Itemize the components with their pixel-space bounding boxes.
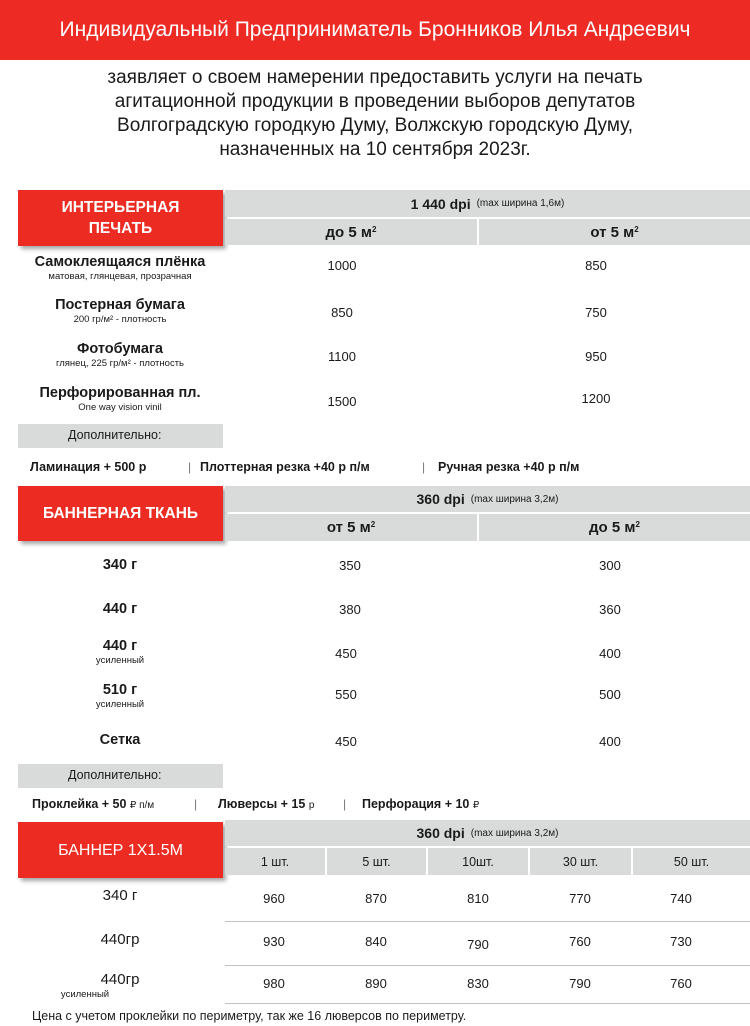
page-title-bar — [0, 0, 750, 60]
addon-grommets-unit: р — [308, 800, 315, 811]
row-name: Постерная бумага — [55, 297, 185, 313]
row-sub: усиленный — [95, 655, 145, 666]
price-cell: 350 — [339, 558, 361, 573]
addon-lamination: Ламинация + 500 р — [30, 460, 147, 474]
price-cell: 770 — [569, 891, 591, 906]
addon-perforation — [362, 797, 479, 811]
footnote: Цена с учетом проклейки по периметру, так же 16 люверсов по периметру. — [32, 1009, 467, 1023]
price-cell: 550 — [335, 687, 357, 702]
row-name: Сетка — [99, 732, 141, 748]
banner-1x15-resolution: 360 dpi — [416, 825, 465, 841]
price-cell: 930 — [263, 934, 285, 949]
price-cell: 400 — [599, 646, 621, 661]
banner-fabric-col1: от 5 м — [326, 519, 371, 536]
qty-header: 5 шт. — [327, 848, 426, 875]
addon-manual-cut: Ручная резка +40 р п/м — [438, 460, 580, 474]
row-name: 340 г — [102, 557, 138, 573]
qty-header: 1 шт. — [225, 848, 325, 875]
row-name: Фотобумага — [77, 341, 163, 357]
price-cell: 450 — [335, 646, 357, 661]
banner-1x15-row-label — [10, 887, 230, 905]
banner-1x15-resolution-note: (max ширина 3,2м) — [470, 827, 559, 839]
price-cell: 450 — [335, 734, 357, 749]
row-sub: матовая, глянцевая, прозрачная — [48, 271, 192, 282]
banner-fabric-col2: до 5 м — [589, 519, 636, 536]
price-cell: 840 — [365, 934, 387, 949]
banner-fabric-col1-header — [225, 514, 477, 541]
price-cell: 890 — [365, 976, 387, 991]
row-name: 510 г — [102, 682, 138, 698]
row-sub: усиленный — [60, 989, 110, 1000]
qty-header: 10шт. — [428, 848, 528, 875]
addon-gluing — [32, 797, 154, 811]
price-cell: 950 — [585, 349, 607, 364]
interior-col1-header — [225, 219, 477, 245]
price-cell: 730 — [670, 934, 692, 949]
price-cell: 1000 — [327, 258, 357, 273]
price-cell: 380 — [339, 602, 361, 617]
banner-fabric-extra-label: Дополнительно: — [18, 764, 223, 788]
banner-fabric-resolution: 360 dpi — [416, 491, 465, 507]
intro-line: заявляет о своем намерении предоставить услуги на печать — [107, 67, 643, 88]
banner-fabric-row-label — [10, 637, 230, 666]
page-title: Индивидуальный Предприниматель Бронников Илья Андреевич — [59, 18, 691, 41]
addon-separator: | — [188, 460, 192, 474]
interior-row-label — [10, 296, 230, 325]
banner-fabric-resolution-header — [225, 486, 750, 512]
intro-line: агитационной продукции в проведении выборов депутатов — [114, 91, 636, 112]
interior-resolution-header — [225, 190, 750, 217]
price-cell: 360 — [599, 602, 621, 617]
banner-1x15-title: БАННЕР 1Х1.5М — [58, 841, 183, 859]
price-cell: 400 — [599, 734, 621, 749]
interior-extra-label: Дополнительно: — [18, 424, 223, 448]
banner-fabric-resolution-note: (max ширина 3,2м) — [470, 493, 559, 505]
price-cell: 740 — [670, 891, 692, 906]
qty-header: 50 шт. — [633, 848, 750, 875]
sup: 2 — [370, 520, 376, 529]
row-sub: 200 гр/м² - плотность — [73, 314, 167, 325]
banner-fabric-row-label — [10, 556, 230, 574]
price-cell: 790 — [467, 937, 489, 952]
price-cell: 850 — [331, 305, 353, 320]
intro-line: назначенных на 10 сентября 2023г. — [219, 139, 531, 160]
row-name: 440гр — [100, 971, 140, 988]
price-cell: 1500 — [327, 394, 357, 409]
banner-fabric-title: БАННЕРНАЯ ТКАНЬ — [42, 505, 199, 522]
interior-col1: до 5 м — [325, 223, 372, 241]
price-cell: 790 — [569, 976, 591, 991]
price-cell: 760 — [670, 976, 692, 991]
interior-row-label — [10, 253, 230, 282]
banner-fabric-row-label — [10, 731, 230, 749]
row-name: Самоклеящаяся плёнка — [34, 254, 206, 270]
interior-col2-header — [479, 219, 750, 245]
addon-gluing-text: Проклейка + 50 — [32, 797, 127, 811]
banner-fabric-row-label — [10, 681, 230, 710]
row-divider — [225, 921, 750, 922]
price-cell: 760 — [569, 934, 591, 949]
row-name: 440гр — [100, 931, 140, 948]
banner-1x15-row-label — [10, 931, 230, 949]
qty-header: 30 шт. — [530, 848, 631, 875]
price-cell: 300 — [599, 558, 621, 573]
interior-title-line1: ИНТЕРЬЕРНАЯ — [61, 199, 180, 216]
interior-row-label — [10, 384, 230, 413]
banner-fabric-col2-header — [479, 514, 750, 541]
addon-plotter-cut: Плоттерная резка +40 р п/м — [200, 460, 370, 474]
interior-title-line2: ПЕЧАТЬ — [88, 220, 153, 237]
row-divider — [225, 965, 750, 966]
banner-1x15-row-label — [10, 971, 230, 1000]
banner-1x15-resolution-header — [225, 820, 750, 846]
addon-grommets — [218, 797, 314, 811]
row-sub: One way vision vinil — [78, 402, 162, 413]
addon-separator: | — [194, 797, 198, 811]
row-name: Перфорированная пл. — [39, 385, 201, 401]
price-cell: 850 — [585, 258, 607, 273]
addon-gluing-unit: ₽ п/м — [129, 800, 155, 811]
price-cell: 810 — [467, 891, 489, 906]
sup: 2 — [635, 520, 640, 529]
row-sub: глянец, 225 гр/м² - плотность — [55, 358, 184, 369]
row-name: 340 г — [102, 887, 138, 904]
interior-row-label — [10, 340, 230, 369]
row-sub: усиленный — [95, 699, 145, 710]
price-cell: 1100 — [328, 349, 356, 364]
price-cell: 1200 — [581, 391, 611, 406]
interior-col2: от 5 м — [590, 223, 635, 241]
addon-separator: | — [422, 460, 426, 474]
price-cell: 960 — [263, 891, 285, 906]
price-cell: 500 — [599, 687, 621, 702]
addon-separator: | — [343, 797, 347, 811]
row-divider — [225, 1003, 750, 1004]
sup: 2 — [634, 224, 639, 234]
addon-grommets-text: Люверсы + 15 — [218, 797, 306, 811]
interior-resolution: 1 440 dpi — [410, 195, 471, 212]
price-cell: 980 — [263, 976, 285, 991]
banner-1x15-section-title — [18, 822, 223, 878]
row-name: 440 г — [102, 638, 138, 654]
interior-resolution-note: (max ширина 1,6м) — [476, 198, 565, 209]
price-cell: 870 — [365, 891, 387, 906]
price-cell: 830 — [467, 976, 489, 991]
price-cell: 750 — [585, 305, 607, 320]
addon-perforation-unit: ₽ — [472, 800, 480, 811]
sup: 2 — [372, 224, 377, 234]
addon-perforation-text: Перфорация + 10 — [362, 797, 470, 811]
interior-section-title — [18, 190, 223, 246]
row-name: 440 г — [102, 601, 138, 617]
intro-text — [40, 66, 710, 162]
intro-line: Волгоградскую городкую Думу, Волжскую городскую Думу, — [117, 115, 633, 136]
banner-fabric-row-label — [10, 600, 230, 618]
banner-fabric-section-title — [18, 486, 223, 541]
